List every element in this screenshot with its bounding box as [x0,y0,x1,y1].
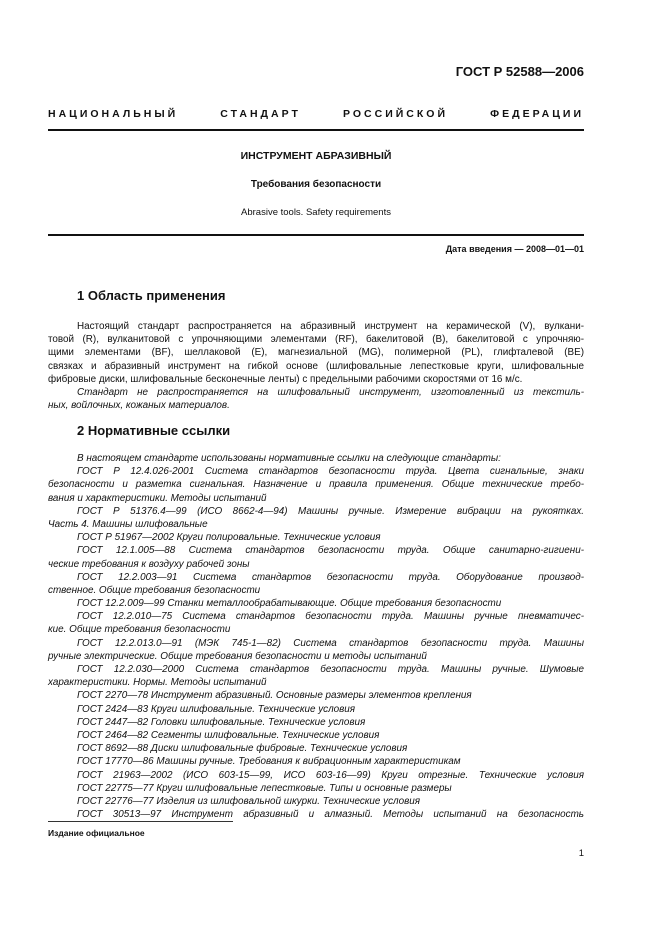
section-2-heading: 2 Нормативные ссылки [77,423,231,438]
reference-line: ГОСТ 22775—77 Круги шлифовальные лепестковые. Типы и основные размеры [77,782,452,794]
section-2-body [48,452,584,821]
top-rule [48,129,584,131]
reference-line: ГОСТ 2464—82 Сегменты шлифовальные. Технические условия [77,729,380,741]
section-1-line: Настоящий стандарт распространяется на абразивный инструмент на керамической (V), вулкани- [77,321,584,332]
reference-line: В настоящем стандарте использованы нормативные ссылки на следующие стандарты: [77,453,501,464]
section-1-line: товой (R), вулканитовой с упрочняющими элементами (RF), бакелитовой (B), бакелитовой с упрочняю- [48,334,584,346]
reference-line: ГОСТ Р 12.4.026-2001 Система стандартов безопасности труда. Цвета сигнальные, знаки [77,466,584,478]
section-1-heading: 1 Область применения [77,288,226,303]
reference-line: ГОСТ 30513—97 Инструмент абразивный и алмазный. Методы испытаний на безопасность [77,809,584,821]
footer-rule [48,821,233,822]
section-1-body [48,320,584,412]
reference-line: ственное. Общие требования безопасности [48,584,261,596]
reference-line: Часть 4. Машины шлифовальные [48,518,208,530]
reference-line: безопасности и разметка сигнальная. Назначение и правила применения. Общие технические требо- [48,479,584,491]
document-title: ИНСТРУМЕНТ АБРАЗИВНЫЙ [240,150,392,162]
reference-line: ГОСТ Р 51967—2002 Круги полировальные. Технические условия [77,532,381,544]
reference-line: ГОСТ 12.2.030—2000 Система стандартов безопасности труда. Машины ручные. Шумовые [77,664,584,675]
english-title: Abrasive tools. Safety requirements [241,207,391,218]
reference-line: ГОСТ Р 51376.4—99 (ИСО 8662-4—94) Машины ручные. Измерение вибрации на рукоятках. [77,505,584,517]
reference-line: ГОСТ 21963—2002 (ИСО 603-15—99, ИСО 603-16—99) Круги отрезные. Технические условия [77,769,584,781]
reference-line: ГОСТ 12.2.003—91 Система стандартов безопасности труда. Оборудование производ- [77,571,584,583]
reference-line: ГОСТ 22776—77 Изделия из шлифовальной шкурки. Технические условия [77,795,421,807]
reference-line: ГОСТ 17770—86 Машины ручные. Требования к вибрационным характеристикам [77,756,461,768]
document-subtitle: Требования безопасности [250,179,382,190]
reference-line: ГОСТ 12.2.010—75 Система стандартов безопасности труда. Машины ручные пневматичес- [77,611,584,623]
reference-line: ручные электрические. Общие требования безопасности и методы испытаний [48,650,427,662]
official-edition-label: Издание официальное [48,828,145,838]
reference-line: вания и характеристики. Методы испытаний [48,492,267,504]
reference-line: кие. Общие требования безопасности [48,624,231,636]
reference-line: ГОСТ 2424—83 Круги шлифовальные. Технические условия [77,703,356,715]
reference-line: ГОСТ 2270—78 Инструмент абразивный. Основные размеры элементов крепления [77,690,472,702]
reference-line: характеристики. Нормы. Методы испытаний [48,677,267,689]
section-1-line: Стандарт не распространяется на шлифовальный инструмент, изготовленный из текстиль- [77,386,584,398]
page-number: 1 [578,848,584,859]
introduction-date: Дата введения — 2008—01—01 [445,244,584,254]
reference-line: ГОСТ 8692—88 Диски шлифовальные фибровые. Технические условия [77,743,408,755]
section-1-line: связках и абразивный инструмент на гибкой основе (шлифовальные лепестковые круги, шлифовальные [48,360,584,372]
reference-line: ГОСТ 12.2.013.0—91 (МЭК 745-1—82) Система стандартов безопасности труда. Машины [77,637,584,649]
middle-rule [48,234,584,236]
national-standard-banner: НАЦИОНАЛЬНЫЙ СТАНДАРТ РОССИЙСКОЙ ФЕДЕРАЦИИ [48,108,584,120]
reference-line: ГОСТ 2447—82 Головки шлифовальные. Технические условия [77,716,366,728]
reference-line: ГОСТ 12.2.009—99 Станки металлообрабатывающие. Общие требования безопасности [77,598,502,610]
section-1-line: ных, войлочных, кожаных материалов. [48,400,230,412]
gost-code: ГОСТ Р 52588—2006 [455,64,584,79]
reference-line: ческие требования к воздуху рабочей зоны [48,558,250,570]
section-1-line: фибровые диски, шлифовальные бесконечные ленты) с предельными рабочими скоростями от 16 м/с. [48,373,523,385]
reference-line: ГОСТ 12.1.005—88 Система стандартов безопасности труда. Общие санитарно-гигиени- [77,545,584,557]
section-1-line: щими элементами (BF), шеллаковой (E), магнезиальной (MG), полимерной (PL), глифталевой (BE) [48,347,584,359]
